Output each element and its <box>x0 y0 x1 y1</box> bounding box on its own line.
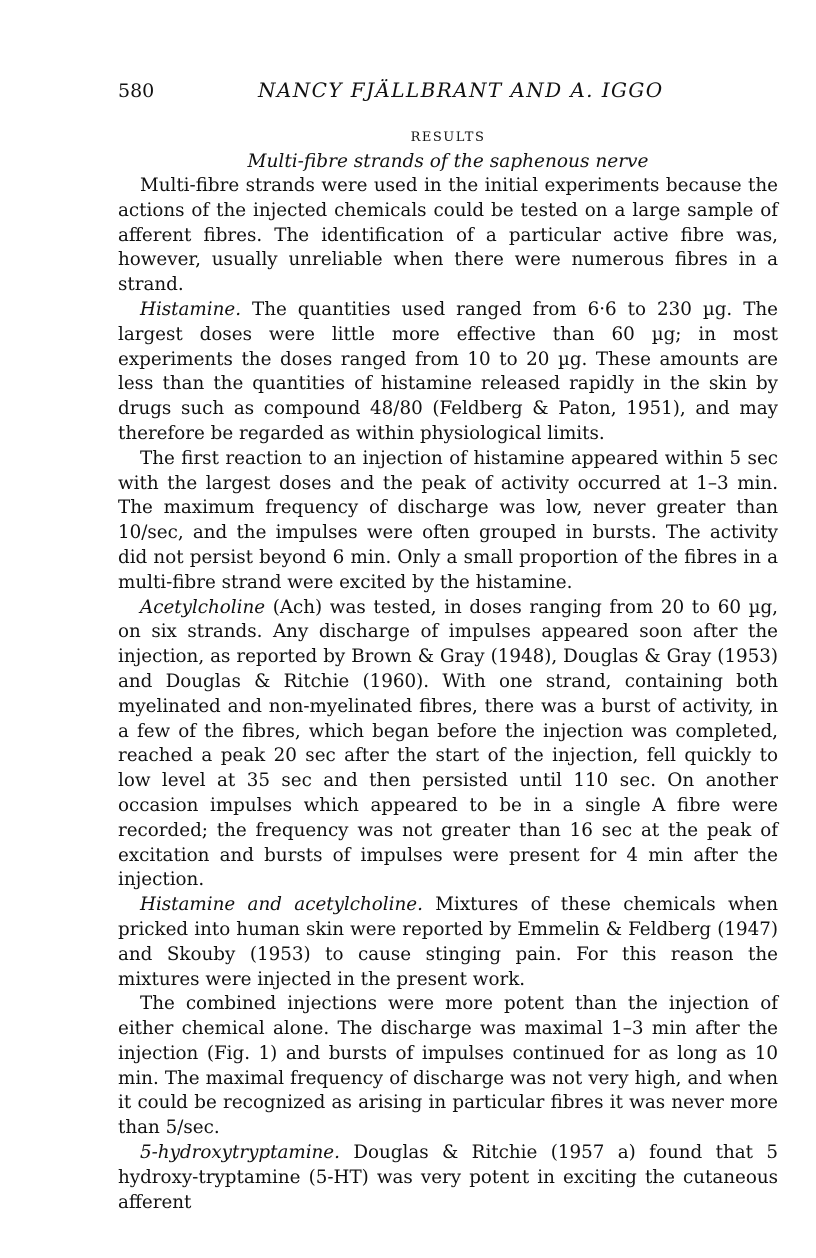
paragraph-lead: Histamine. <box>140 298 242 320</box>
subsection-heading: Multi-fibre strands of the saphenous nerve <box>247 151 649 172</box>
paragraph-lead: Acetylcholine <box>140 596 266 618</box>
paragraph-lead: 5-hydroxytryptamine. <box>140 1142 340 1164</box>
body-text <box>118 174 778 1215</box>
paragraph-text: (Ach) was tested, in doses ranging from 20 to 60 µg, on six strands. Any discharge of impulses appeared soon after the injection, as reported by Brown & Gray (1948), Douglas & Gray (1953) and Douglas & Ritchie (1960). With one strand, containing both myelinated and non-myelinated fibres, there was a burst of activity, in a few of the fibres, which began before the injection was completed, reached a peak 20 sec after the start of the injection, fell quickly to low level at 35 sec and then persisted until 110 sec. On another occasion impulses which appeared to be in a single A fibre were recorded; the frequency was not greater than 16 sec at the peak of excitation and bursts of impulses were present for 4 min after the injection. <box>118 596 778 891</box>
paragraph <box>118 596 778 894</box>
running-head <box>118 72 778 108</box>
paragraph-text: The quantities used ranged from 6·6 to 230 µg. The largest doses were little more effective than 60 µg; in most experiments the doses ranged from 10 to 20 µg. These amounts are less than the quantities of histamine released rapidly in the skin by drugs such as compound 48/80 (Feldberg & Paton, 1951), and may therefore be regarded as within physiological limits. <box>118 298 778 444</box>
paragraph <box>118 447 778 596</box>
paragraph-text: The first reaction to an injection of histamine appeared within 5 sec with the largest doses and the peak of activity occurred at 1–3 min. The maximum frequency of discharge was low, never greater than 10/sec, and the impulses were often grouped in bursts. The activity did not persist beyond 6 min. Only a small proportion of the fibres in a multi-fibre strand were excited by the histamine. <box>118 447 778 593</box>
paragraph-lead: Histamine and acetylcholine. <box>140 894 423 916</box>
paragraph <box>118 1141 778 1215</box>
section-heading: RESULTS <box>410 130 486 145</box>
paragraph <box>118 174 778 298</box>
paragraph <box>118 992 778 1141</box>
paragraph <box>118 893 778 992</box>
paragraph-text: Multi-fibre strands were used in the initial experiments because the actions of the injected chemicals could be tested on a large sample of afferent fibres. The identification of a particular active fibre was, however, usually unreliable when there were numerous fibres in a strand. <box>118 175 778 296</box>
paragraph-text: Mixtures of these chemicals when pricked into human skin were reported by Emmelin & Feldberg (1947) and Skouby (1953) to cause stinging pain. For this reason the mixtures were injected in the present work. <box>118 894 778 990</box>
running-head-authors: NANCY FJÄLLBRANT AND A. IGGO <box>258 78 664 102</box>
paragraph-text: The combined injections were more potent than the injection of either chemical alone. The discharge was maximal 1–3 min after the injection (Fig. 1) and bursts of impulses continued for as long as 10 min. The maximal frequency of discharge was not very high, and when it could be recognized as arising in particular fibres it was never more than 5/sec. <box>118 993 778 1139</box>
paragraph-text: Douglas & Ritchie (1957 a) found that 5 hydroxy-tryptamine (5-HT) was very potent in exciting the cutaneous afferent <box>118 1142 778 1213</box>
page-number: 580 <box>118 80 155 102</box>
page <box>118 72 778 1215</box>
paragraph <box>118 298 778 447</box>
